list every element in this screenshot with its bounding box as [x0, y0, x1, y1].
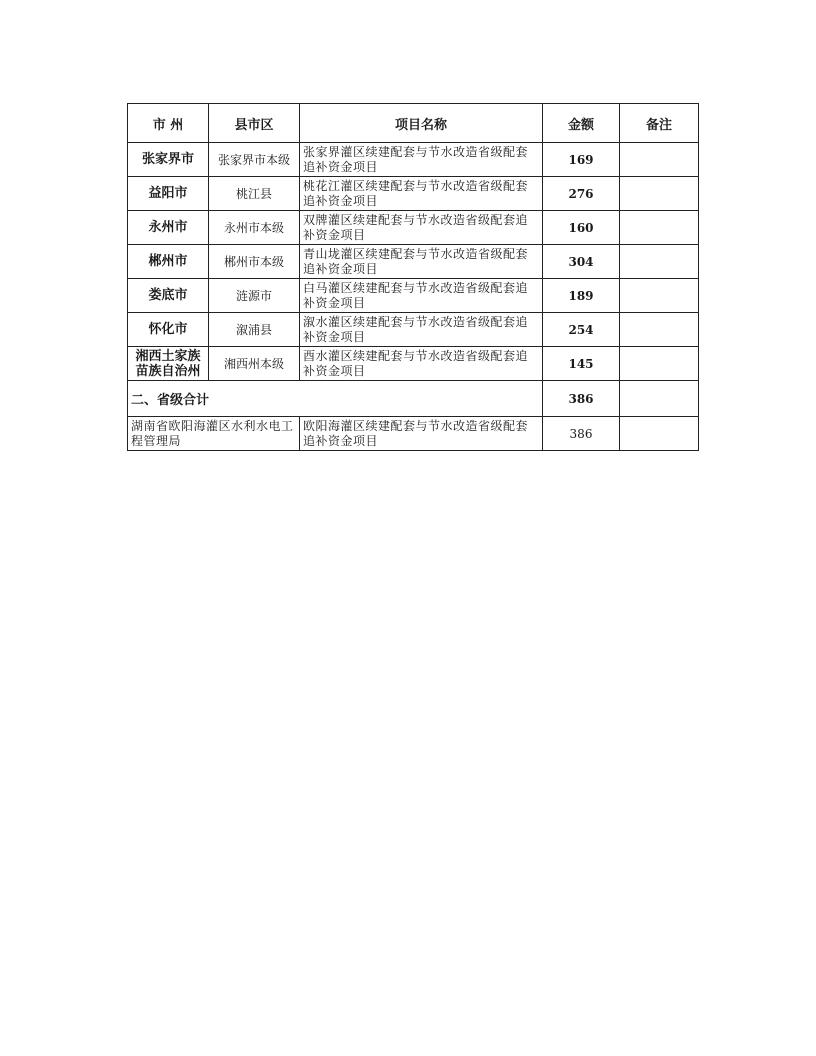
city-cell: 郴州市 — [128, 245, 209, 279]
project-cell: 白马灌区续建配套与节水改造省级配套追补资金项目 — [300, 279, 543, 313]
amount-cell: 254 — [543, 313, 620, 347]
project-cell: 欧阳海灌区续建配套与节水改造省级配套追补资金项目 — [300, 417, 543, 451]
city-cell: 湘西土家族苗族自治州 — [128, 347, 209, 381]
table-row — [128, 245, 699, 279]
city-cell: 永州市 — [128, 211, 209, 245]
header-project: 项目名称 — [300, 104, 543, 143]
amount-cell: 386 — [543, 417, 620, 451]
table-row — [128, 347, 699, 381]
provincial-unit-row — [128, 417, 699, 451]
amount-cell: 304 — [543, 245, 620, 279]
note-cell — [620, 347, 699, 381]
county-cell: 永州市本级 — [209, 211, 300, 245]
county-cell: 溆浦县 — [209, 313, 300, 347]
subtotal-row — [128, 381, 699, 417]
amount-cell: 169 — [543, 143, 620, 177]
table-row — [128, 143, 699, 177]
note-cell — [620, 211, 699, 245]
project-cell: 桃花江灌区续建配套与节水改造省级配套追补资金项目 — [300, 177, 543, 211]
amount-cell: 145 — [543, 347, 620, 381]
note-cell — [620, 417, 699, 451]
amount-cell: 189 — [543, 279, 620, 313]
city-cell: 怀化市 — [128, 313, 209, 347]
table-row — [128, 279, 699, 313]
table-row — [128, 313, 699, 347]
county-cell: 张家界市本级 — [209, 143, 300, 177]
subtotal-label: 二、省级合计 — [128, 381, 543, 417]
unit-cell: 湖南省欧阳海灌区水利水电工程管理局 — [128, 417, 300, 451]
city-cell: 娄底市 — [128, 279, 209, 313]
table-row — [128, 177, 699, 211]
project-cell: 张家界灌区续建配套与节水改造省级配套追补资金项目 — [300, 143, 543, 177]
city-cell: 益阳市 — [128, 177, 209, 211]
header-county: 县市区 — [209, 104, 300, 143]
note-cell — [620, 381, 699, 417]
table-header-row — [128, 104, 699, 143]
county-cell: 湘西州本级 — [209, 347, 300, 381]
note-cell — [620, 177, 699, 211]
county-cell: 涟源市 — [209, 279, 300, 313]
project-cell: 双牌灌区续建配套与节水改造省级配套追补资金项目 — [300, 211, 543, 245]
city-cell: 张家界市 — [128, 143, 209, 177]
amount-cell: 276 — [543, 177, 620, 211]
county-cell: 桃江县 — [209, 177, 300, 211]
project-cell: 酉水灌区续建配套与节水改造省级配套追补资金项目 — [300, 347, 543, 381]
amount-cell: 160 — [543, 211, 620, 245]
header-amount: 金额 — [543, 104, 620, 143]
note-cell — [620, 143, 699, 177]
subtotal-amount: 386 — [543, 381, 620, 417]
project-cell: 溆水灌区续建配套与节水改造省级配套追补资金项目 — [300, 313, 543, 347]
note-cell — [620, 279, 699, 313]
table-row — [128, 211, 699, 245]
header-city: 市 州 — [128, 104, 209, 143]
header-note: 备注 — [620, 104, 699, 143]
project-cell: 青山垅灌区续建配套与节水改造省级配套追补资金项目 — [300, 245, 543, 279]
county-cell: 郴州市本级 — [209, 245, 300, 279]
note-cell — [620, 245, 699, 279]
note-cell — [620, 313, 699, 347]
funding-allocation-table — [127, 103, 699, 451]
